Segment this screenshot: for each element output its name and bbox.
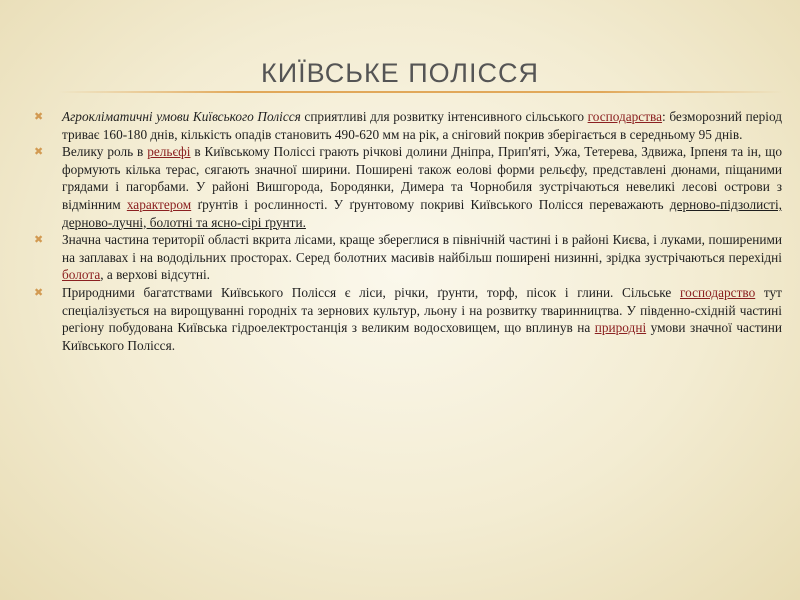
paragraph-text: Значна частина території області вкрита лісами, краще збереглися в північній частині і в районі Києва, і луками, поширеними на заплавах і на вододільних просторах. Серед болотних масивів найбільш поширені низинні, зрідка зустрічаються перехідні xyxy=(62,232,782,265)
paragraph-agroclimate xyxy=(34,108,782,143)
slide-title: КИЇВСЬКЕ ПОЛІССЯ xyxy=(260,58,540,89)
bullet-x-icon: ✖ xyxy=(34,233,44,247)
slide-body xyxy=(34,108,783,354)
link-gospodarstvo[interactable]: господарства xyxy=(587,109,663,124)
paragraph-forests xyxy=(34,231,782,284)
link-pryrodni[interactable]: природні xyxy=(594,320,647,336)
paragraph-text: Природними багатствами Київського Полісся є ліси, річки, ґрунти, торф, пісок і глини. Сільське xyxy=(62,284,680,300)
paragraph-text: ґрунтів і рослинності. У ґрунтовому покриві Київського Полісся переважають xyxy=(191,196,670,212)
bullet-x-icon: ✖ xyxy=(34,285,44,299)
paragraph-text: умови значної частини Київського Полісся. xyxy=(62,320,783,353)
link-bolota[interactable]: болота xyxy=(62,267,101,283)
bullet-x-icon: ✖ xyxy=(34,110,44,123)
title-divider xyxy=(58,91,783,93)
soil-types-link[interactable]: дерново-підзолисті, дерново-лучні, болотні та ясно-сірі ґрунти. xyxy=(62,196,783,230)
paragraph-text: , а верхові відсутні. xyxy=(100,267,211,283)
paragraph-text: тут спеціалізується на вирощуванні городніх та зернових культур, льону і на розвитку тваринництва. У південно-східній частині регіону побудована Київська гідроелектростанція з великим водосховищем, що вплинув на xyxy=(62,284,782,336)
link-relief[interactable]: рельєфі xyxy=(147,144,191,160)
link-gospodarstvo-2[interactable]: господарство xyxy=(679,284,756,300)
paragraph-text: : безморозний період триває 160-180 днів, кількість опадів становить 490-620 мм на рік, а сніговий покрив зберігається в середньому 95 днів. xyxy=(62,109,782,142)
bullet-x-icon: ✖ xyxy=(34,145,44,159)
paragraph-text: в Київському Поліссі грають річкові долини Дніпра, Прип'яті, Ужа, Тетерева, Здвижа, Ірпеня та ін, що формують кілька терас, сягають значної ширини. Поширені також еолові форми рельєфу, представлені дюнами, піщаними грядами і пагорбами. У районі Вишгорода, Бородянки, Димера та Чорнобиля зустрічаються невеликі лесові острови з відмінним xyxy=(62,144,782,212)
paragraph-relief xyxy=(34,143,783,231)
paragraph-resources xyxy=(34,284,783,354)
agroclimate-heading: Агрокліматичні умови Київського Полісся xyxy=(62,109,301,124)
paragraph-text: Велику роль в xyxy=(62,144,148,160)
paragraph-text: сприятливі для розвитку інтенсивного сільського xyxy=(300,109,588,124)
link-character[interactable]: характером xyxy=(126,196,192,212)
